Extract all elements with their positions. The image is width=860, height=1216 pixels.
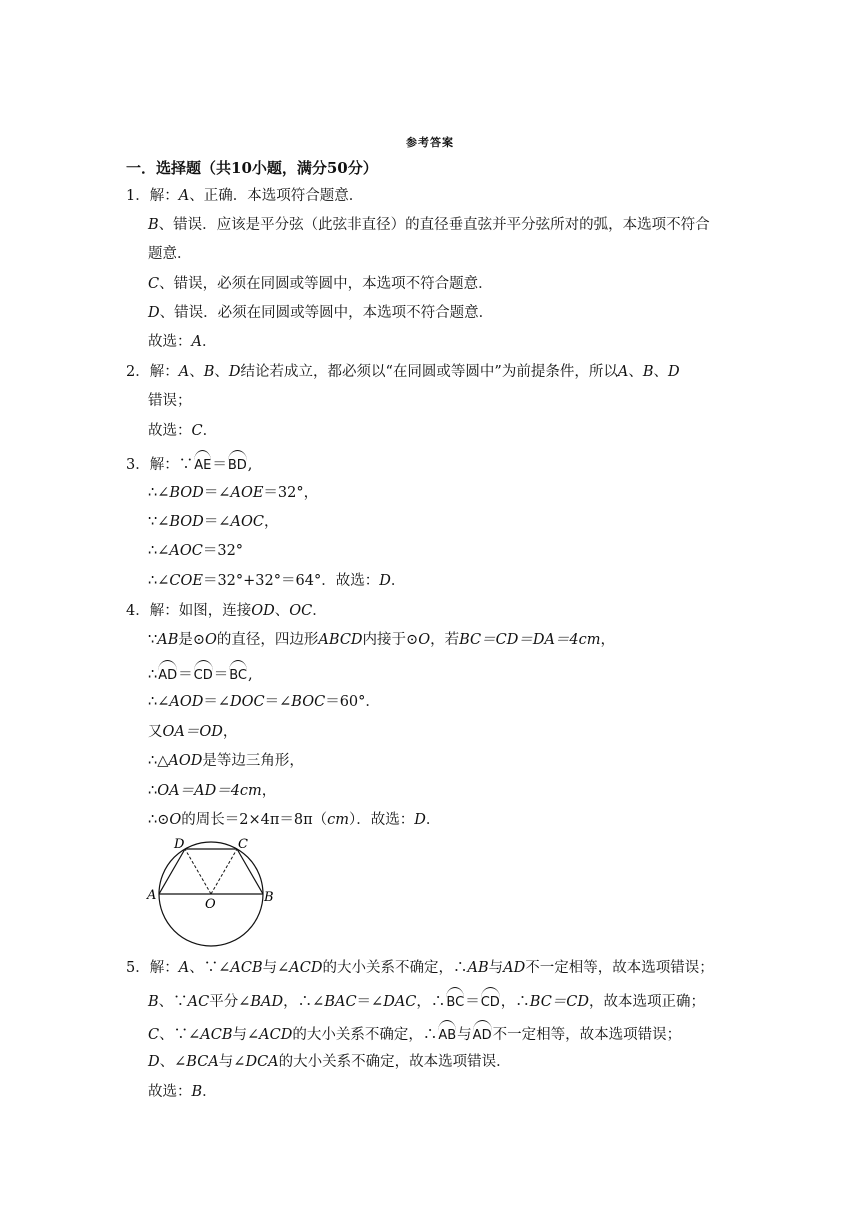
q2-line-1: 2．解：A、B、D结论若成立，都必须以“在同圆或等圆中”为前提条件，所以A、B、D (126, 364, 680, 380)
q5-answer: 故选：B． (148, 1084, 217, 1100)
q3-line-2: ∴∠BOD＝∠AOE＝32°， (148, 485, 319, 501)
segment-od (185, 849, 211, 894)
label-o: O (205, 897, 216, 912)
arc-ae: AE (194, 450, 211, 476)
arc-cd: CD (194, 660, 213, 686)
q1-answer: 故选：A． (148, 334, 217, 350)
q2-line-2: 错误； (148, 393, 192, 409)
q4-line-4: ∴∠AOD＝∠DOC＝∠BOC＝60°． (148, 694, 380, 710)
q1-line-4: C、错误，必须在同圆或等圆中，本选项不符合题意． (148, 276, 493, 292)
label-c: C (238, 837, 248, 852)
label-a: A (147, 888, 157, 903)
section-heading: 一．选择题（共10小题，满分50分） (126, 159, 378, 177)
q4-line-6: ∴△AOD是等边三角形， (148, 753, 304, 769)
q5-line-3: C、∵∠ACB与∠ACD的大小关系不确定，∴AB与AD不一定相等，故本选项错误； (148, 1020, 681, 1046)
label-d: D (174, 837, 185, 852)
segment-oc (211, 849, 237, 894)
q3-line-1: 3．解：∵AE＝BD, (126, 450, 252, 476)
q1-line-2: B、错误．应该是平分弦（此弦非直径）的直径垂直弦并平分弦所对的弧，本选项不符合 (148, 217, 710, 233)
q3-line-3: ∵∠BOD＝∠AOC， (148, 514, 279, 530)
q4-line-5: 又OA＝OD， (148, 724, 238, 740)
chord-cb (237, 849, 263, 894)
arc-bd: BD (228, 450, 247, 476)
q3-line-4: ∴∠AOC＝32° (148, 543, 244, 559)
arc-ad-2: AD (473, 1020, 492, 1046)
page-title: 参考答案 (406, 136, 454, 149)
circle-figure (144, 836, 280, 952)
q5-line-1: 5．解：A、∵∠ACB与∠ACD的大小关系不确定，∴AB与AD不一定相等，故本选项错误； (126, 960, 714, 976)
q1-line-1: 1．解：A、正确．本选项符合题意． (126, 188, 364, 204)
chord-ad (159, 849, 185, 894)
q4-line-8: ∴⊙O的周长＝2×4π＝8π（cm）．故选：D． (148, 812, 441, 828)
q2-answer: 故选：C． (148, 423, 218, 439)
q4-line-7: ∴OA＝AD＝4cm， (148, 783, 277, 799)
arc-cd-2: CD (481, 987, 500, 1013)
q3-line-5: ∴∠COE＝32°+32°＝64°．故选：D． (148, 573, 406, 589)
label-b: B (264, 890, 274, 905)
arc-bc: BC (229, 660, 247, 686)
arc-bc-2: BC (446, 987, 464, 1013)
q4-line-2: ∵AB是⊙O的直径，四边形ABCD内接于⊙O，若BC＝CD＝DA＝4cm， (148, 632, 616, 648)
q1-line-3: 题意． (148, 246, 192, 262)
q1-line-5: D、错误．必须在同圆或等圆中，本选项不符合题意． (148, 305, 494, 321)
q5-line-4: D、∠BCA与∠DCA的大小关系不确定，故本选项错误． (148, 1054, 511, 1070)
arc-ad: AD (158, 660, 177, 686)
arc-ab: AB (438, 1020, 456, 1046)
q5-line-2: B、∵AC平分∠BAD，∴∠BAC＝∠DAC，∴BC＝CD，∴BC＝CD，故本选项正确； (148, 987, 705, 1013)
q4-line-3: ∴AD＝CD＝BC, (148, 660, 253, 686)
q4-line-1: 4．解：如图，连接OD、OC． (126, 603, 327, 619)
